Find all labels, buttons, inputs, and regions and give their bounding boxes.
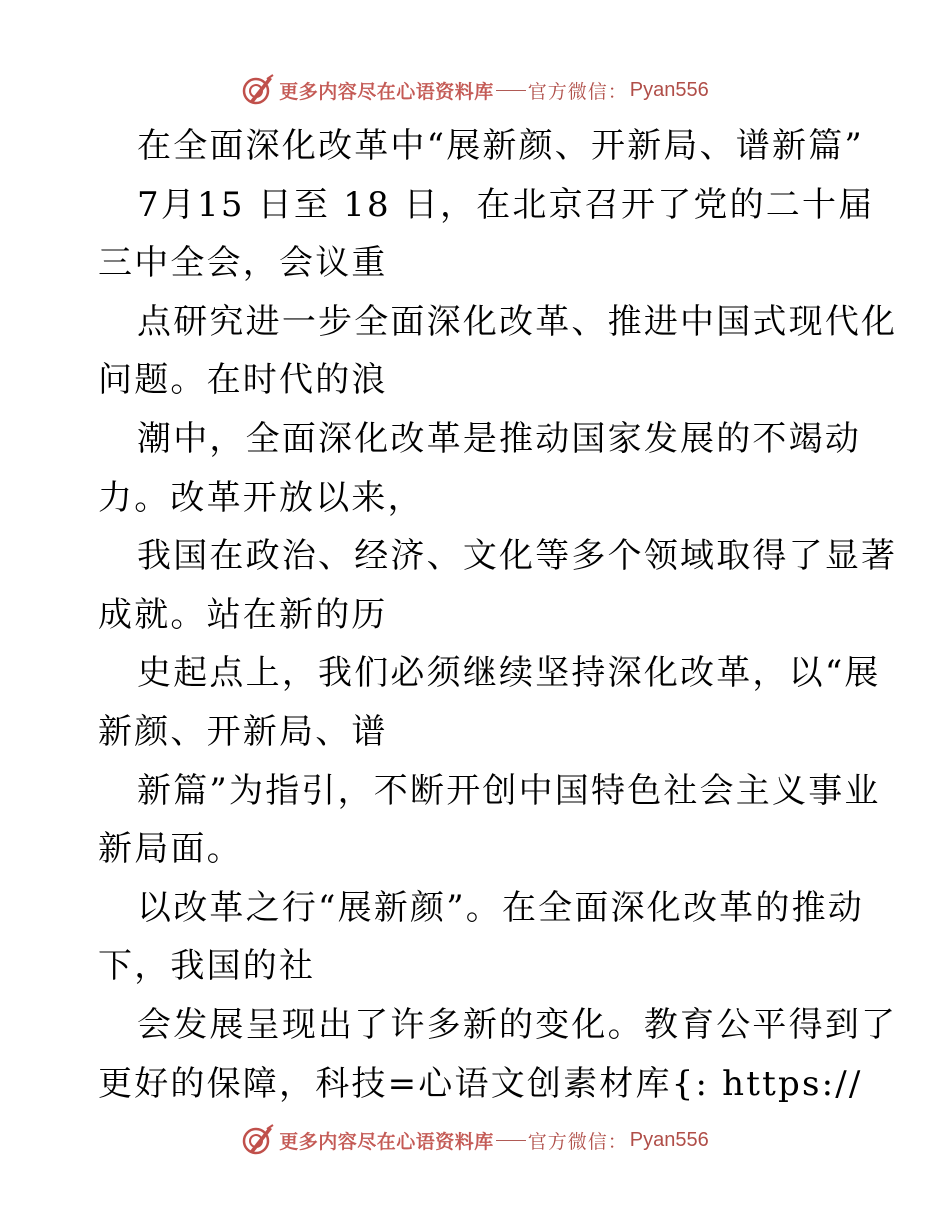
body-line: 新篇”为指引，不断开创中国特色社会主义事业 — [98, 770, 881, 811]
footer-brand-text: 更多内容尽在心语资料库 — [279, 1130, 494, 1153]
body-line: 会发展呈现出了许多新的变化。教育公平得到了 — [98, 1004, 898, 1045]
body-line: 力。改革开放以来， — [98, 477, 424, 518]
body-line: 新局面。 — [98, 829, 243, 870]
header-wechat-id: Pyan556 — [629, 78, 709, 101]
footer-watermark — [0, 1120, 950, 1160]
footer-wechat-id: Pyan556 — [629, 1128, 709, 1151]
body-line: 潮中，全面深化改革是推动国家发展的不竭动 — [98, 418, 862, 459]
document-body — [98, 117, 898, 1113]
footer-official-label: 官方微信： — [527, 1130, 628, 1153]
body-line: 成就。站在新的历 — [98, 594, 388, 635]
header-watermark — [0, 70, 950, 110]
body-line: 我国在政治、经济、文化等多个领域取得了显著 — [98, 536, 898, 577]
body-line: 7月15 日至 18 日，在北京召开了党的二十届 — [98, 184, 875, 225]
body-line: 点研究进一步全面深化改革、推进中国式现代化 — [98, 301, 898, 342]
body-line: 以改革之行“展新颜”。在全面深化改革的推动 — [98, 887, 864, 928]
header-dash — [496, 90, 526, 91]
header-official-label: 官方微信： — [527, 80, 628, 103]
body-line: 下，我国的社 — [98, 946, 316, 987]
body-line: 更好的保障，科技=心语文创素材库{: https:// — [98, 1063, 863, 1104]
footer-dash — [496, 1140, 526, 1141]
header-brand-text: 更多内容尽在心语资料库 — [279, 80, 494, 103]
quill-logo-icon — [241, 73, 275, 107]
body-line: 在全面深化改革中“展新颜、开新局、谱新篇” — [98, 126, 864, 166]
body-line: 新颜、开新局、谱 — [98, 711, 388, 752]
body-line: 问题。在时代的浪 — [98, 360, 388, 401]
body-line: 三中全会，会议重 — [98, 243, 388, 284]
quill-logo-icon — [241, 1123, 275, 1157]
body-line: 史起点上，我们必须继续坚持深化改革，以“展 — [98, 653, 881, 694]
